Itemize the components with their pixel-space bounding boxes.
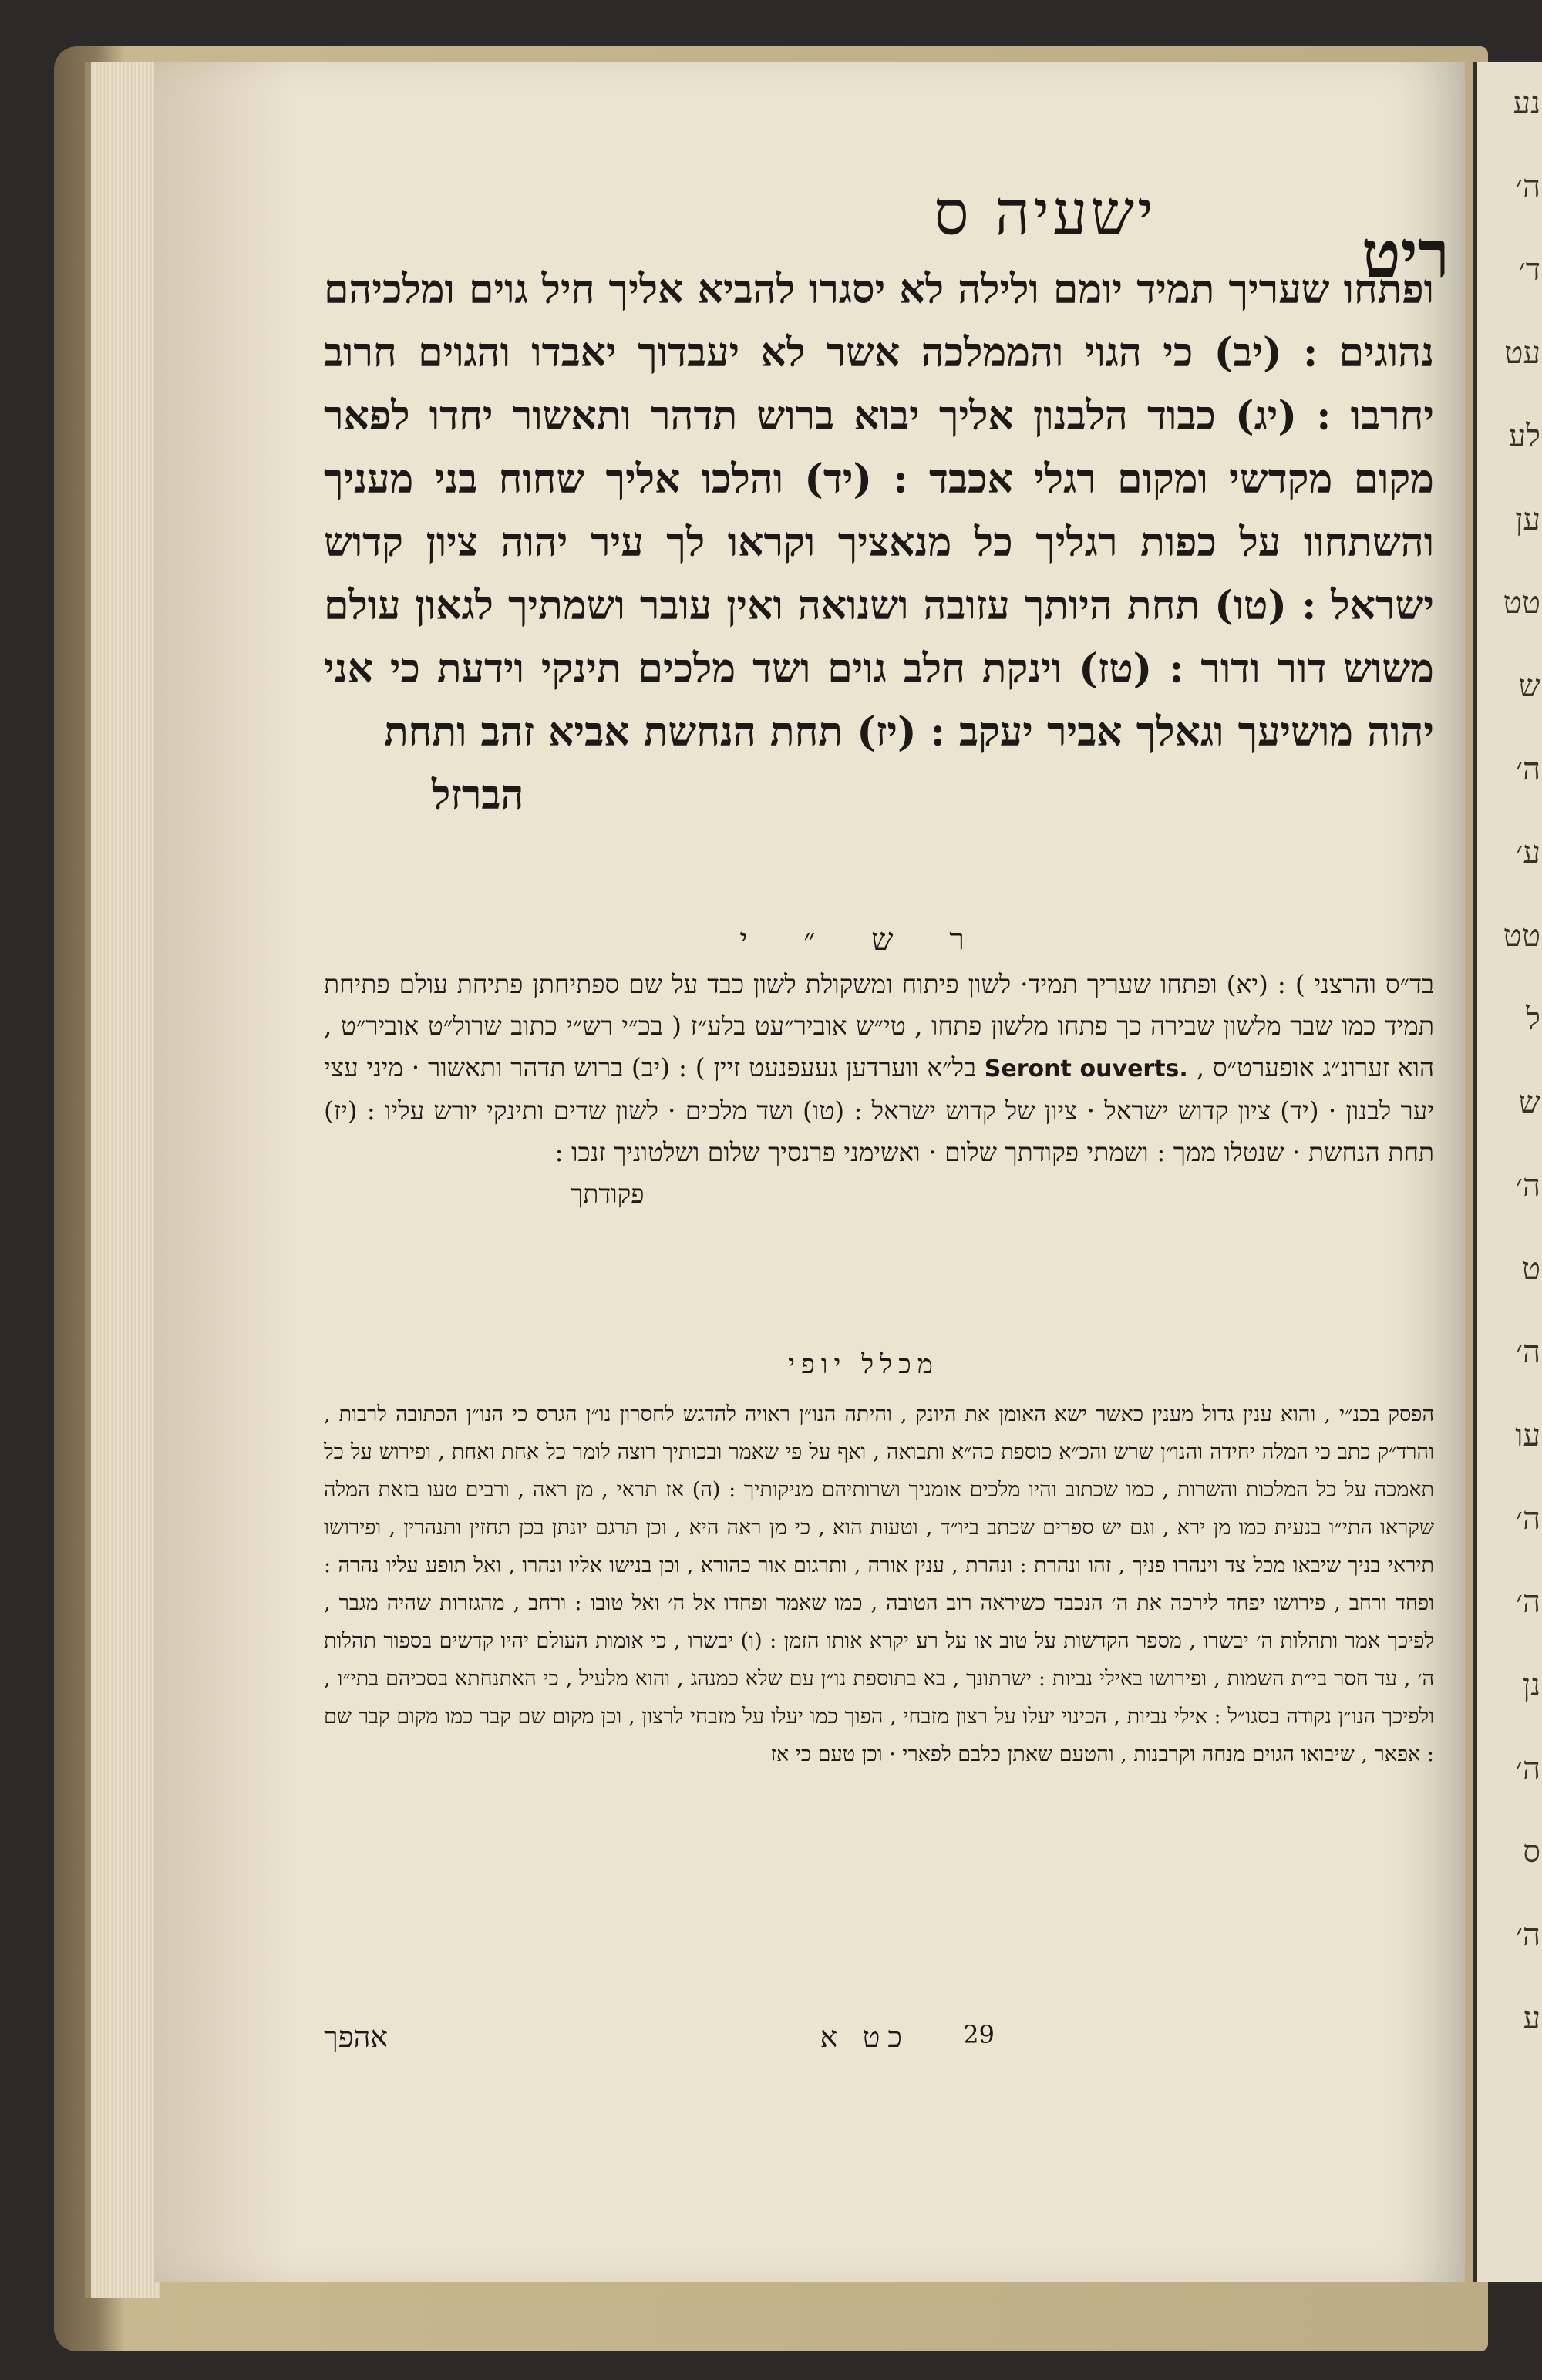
- rashi-commentary: [324, 964, 1434, 1215]
- page-header: [170, 131, 1449, 292]
- signature-mark: כט א: [820, 2020, 910, 2054]
- facing-page-text-fragment: ל: [1526, 1001, 1540, 1037]
- facing-page-text-fragment: טט: [1503, 585, 1540, 621]
- gutter-shadow: [154, 62, 293, 2282]
- bible-catchword: הברזל: [432, 772, 524, 819]
- facing-page-text-fragment: ש: [1518, 1085, 1540, 1120]
- running-title: ישעיה ס: [934, 177, 1156, 249]
- facing-page-text-fragment: ט: [1521, 1251, 1540, 1287]
- facing-page-text-fragment: ה׳: [1515, 1168, 1540, 1203]
- facing-page-text-fragment: ה׳: [1515, 1335, 1540, 1370]
- facing-page-text-fragment: ס: [1523, 1834, 1540, 1870]
- page-edges: [85, 62, 160, 2298]
- facing-page-text-fragment: ה׳: [1515, 169, 1540, 204]
- facing-page-text-fragment: ש: [1518, 668, 1540, 704]
- rashi-text-part-1: בד״ס והרצני ) : (יא) ופתחו שעריך תמיד· לשון פיתוח ומשקולת לשון כבד על שם ספתיחתן פתיחת עולם פתיחת תמיד כמו שבר מלשון שבירה כך פתחו מלשון פתחו , טי״ש אוביר״עט בלע״ז ( בכ״י רש״י כתוב שרול״ט אוביר״ט , הוא זערונ״ג אופערט״ס ,: [324, 969, 1434, 1082]
- facing-page-text-fragment: טט: [1503, 918, 1540, 954]
- mikhlal-yofi-commentary: הפסק בכנ״י , והוא ענין גדול מענין כאשר ישא האומן את היונק , והיתה הנו״ן ראויה להדגש לחסרון נו״ן הגרס כי הנו״ן הכתובה לרבות , והרד״ק כתב כי המלה יחידה והנו״ן שרש והכ״א כוספת כה״א ותבואה , ואף על פי שאמר ובכותיך רוצה לומר כל אחת ואחת , ופירוש על כל תאמכה על כל המלכות והשרות , כמו שכתוב והיו מלכים אומניך ושרותיהם מניקותיך : (ה) אז תראי , מן ראה , ורבים טעו בזאת המלה שקראו התי״ו בנעית כמו מן ירא , וגם יש ספרים שכתב ביו״ד , וטעות הוא , כי מן ראה היא , וכן תרגם יונתן בכן תחזין ותנהרין , ופירושו תיראי בניך שיבאו מכל צד וינהרו פניך , זהו ונהרת : ונהרת , ענין אורה , ותרגום אור כהורא , וכן בנישו אליו ונהרו , ואל תופע עליו נהרה : ופחד ורחב , פירושו יפחד לירכה את ה׳ הנכבד כשיראה רוב הטובה , כמו שאמר ופחדו אל ה׳ ואל טובו : ורחב , מהגזרות שהיה מגבר , לפיכך אמר ותהלות ה׳ יבשרו , מספר הקדשות על טוב או על רע יקרא אותו הזמן : (ו) יבשרו , כי אומות העולם יהיו קדשים בספור תהלות ה׳ , עד חסר בי״ת השמות , ופירושו באילי נביות : ישרתונך , בא בתוספת נו״ן עם שלא כמנהג , והוא מלעיל , כי האתנחתא בסכיהם בתי״ו , ולפיכך הנו״ן נקודה בסגו״ל : אילי נביות , הכינוי יעלו על רצון מזבחי , הפוך כמו יעלו על מזבחי לרצון , וכן מקום שם קבר כמו מקום קבר שם : אפאר , שיבואו הגוים מנחה וקרבנות , והטעם שאתן כלבם לפארי · וכן טעם כי אז: [324, 1402, 1434, 1766]
- facing-page-text-fragment: עט: [1504, 335, 1540, 371]
- facing-page-text-fragment: ען: [1515, 502, 1540, 537]
- facing-page-text-fragment: נע: [1513, 86, 1540, 121]
- footer-catchword: אהפך: [324, 2020, 389, 2054]
- facing-page-text-fragment: ד׳: [1518, 252, 1540, 288]
- facing-page-text-fragment: נן: [1522, 1668, 1540, 1703]
- facing-page-text-fragment: ה׳: [1515, 752, 1540, 787]
- facing-page-text-fragment: ה׳: [1515, 1751, 1540, 1786]
- mikhlal-heading: מכלל יופי: [788, 1349, 939, 1380]
- bible-verses: ופתחו שעריך תמיד יומם ולילה לא יסגרו להביא אליך חיל גוים ומלכיהם נהוגים : (יב) כי הגוי והממלכה אשר לא יעבדוך יאבדו והגוים חרוב יחרבו : (יג) כבוד הלבנון אליך יבוא ברוש תדהר ותאשור יחדו לפאר מקום מקדשי ומקום רגלי אכבד : (יד) והלכו אליך שחוח בני מעניך והשתחוו על כפות רגליך כל מנאציך וקראו לך עיר יהוה ציון קדוש ישראל : (טו) תחת היותך עזובה ושנואה ואין עובר ושמתיך לגאון עולם משוש דור ודור : (טז) וינקת חלב גוים ושד מלכים תינקי וידעת כי אני יהוה מושיעך וגאלך אביר יעקב : (יז) תחת הנחשת אביא זהב ותחת: [324, 266, 1434, 756]
- facing-page-text-fragment: ע: [1523, 2001, 1540, 2036]
- facing-page-text-fragment: עו: [1515, 1418, 1540, 1453]
- page-footer: [324, 2020, 1434, 2066]
- bible-text-block: [324, 258, 1434, 827]
- facing-page-text-fragment: ע׳: [1516, 835, 1540, 870]
- facing-page-text-fragment: לע: [1508, 419, 1540, 454]
- folio-number: ריט: [1361, 216, 1449, 292]
- facing-page-text-fragment: ה׳: [1515, 1501, 1540, 1537]
- signature-number: 29: [963, 2020, 995, 2049]
- facing-page-text-fragment: ה׳: [1515, 1584, 1540, 1620]
- facing-page-fragment: [1473, 62, 1542, 2282]
- rashi-text-part-2: בל״א ווערדען געעפנעט זיין ) : (יב) ברוש תדהר ותאשור · מיני עצי יער לבנון · (יד) ציון קדוש ישראל · ציון של קדוש ישראל : (טו) ושד מלכים · לשון שדים ותינקי יורש עליו : (יז) תחת הנחשת · שנטלו ממך : ושמתי פקודתך שלום · ואשימני פרנסיך שלום ושלטוניך זנכו :: [324, 1052, 1434, 1167]
- rashi-catchword: פקודתך: [571, 1179, 645, 1209]
- rashi-heading: ר ש ״ י: [739, 922, 988, 958]
- rashi-latin-gloss: Seront ouverts.: [984, 1055, 1188, 1082]
- facing-page-text-fragment: ה׳: [1515, 1917, 1540, 1953]
